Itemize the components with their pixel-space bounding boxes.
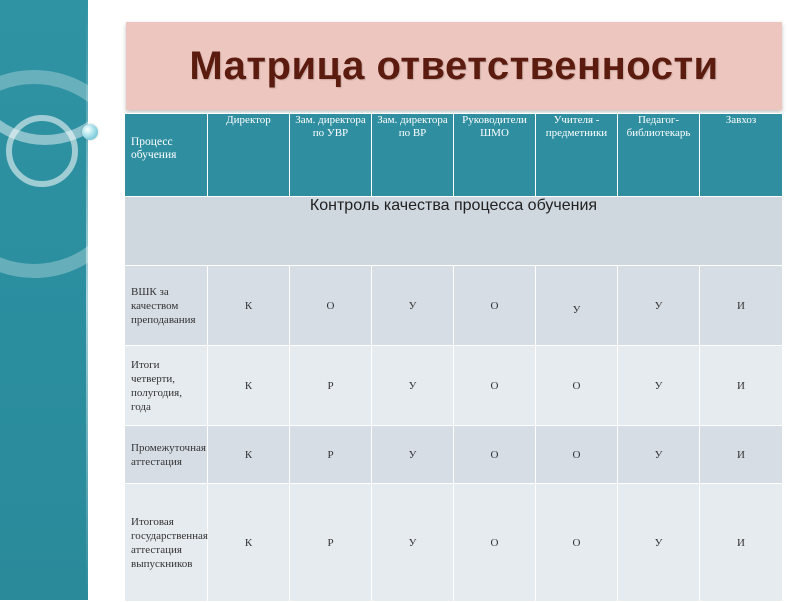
section-row — [125, 197, 783, 266]
ring-decoration-icon — [6, 115, 78, 187]
table-cell: О — [454, 266, 536, 346]
table-cell: Р — [290, 346, 372, 426]
row-label: ВШК за качеством преподавания — [125, 266, 208, 346]
table-cell: И — [700, 266, 783, 346]
table-cell: У — [536, 266, 618, 346]
table-cell: И — [700, 426, 783, 484]
table-row — [125, 426, 783, 484]
column-header: Завхоз — [700, 114, 783, 197]
column-header: Зам. директора по УВР — [290, 114, 372, 197]
decorative-sidebar — [0, 0, 88, 600]
table-cell: И — [700, 484, 783, 602]
column-header: Зам. директора по ВР — [372, 114, 454, 197]
table-row — [125, 346, 783, 426]
table-cell: Р — [290, 426, 372, 484]
table-cell: К — [208, 266, 290, 346]
column-header: Процесс обучения — [125, 114, 208, 197]
column-header: Руководители ШМО — [454, 114, 536, 197]
table-cell: О — [454, 346, 536, 426]
row-label: Итоги четверти, полугодия, года — [125, 346, 208, 426]
table-cell: У — [372, 346, 454, 426]
table-cell: У — [618, 484, 700, 602]
row-label: Итоговая государственная аттестация выпускников — [125, 484, 208, 602]
page-title: Матрица ответственности — [189, 43, 719, 88]
table-cell: О — [536, 346, 618, 426]
table-cell: У — [372, 426, 454, 484]
table-cell: О — [454, 426, 536, 484]
table-cell: О — [536, 426, 618, 484]
responsibility-matrix-table — [124, 113, 783, 602]
bubble-icon — [82, 124, 98, 140]
table-cell: У — [372, 484, 454, 602]
column-header: Учителя - предметники — [536, 114, 618, 197]
table-cell: У — [618, 346, 700, 426]
table-cell: К — [208, 346, 290, 426]
title-banner — [126, 22, 782, 110]
table-row — [125, 266, 783, 346]
table-cell: О — [290, 266, 372, 346]
sidebar-edge-highlight — [86, 0, 89, 600]
table-cell: И — [700, 346, 783, 426]
table-cell: У — [618, 266, 700, 346]
table-header-row — [125, 114, 783, 197]
table-cell: К — [208, 426, 290, 484]
table-cell: Р — [290, 484, 372, 602]
table-cell: К — [208, 484, 290, 602]
table-cell: О — [536, 484, 618, 602]
section-title: Контроль качества процесса обучения — [125, 197, 783, 266]
table-cell: У — [618, 426, 700, 484]
table-cell: О — [454, 484, 536, 602]
row-label: Промежуточная аттестация — [125, 426, 208, 484]
table-cell: У — [372, 266, 454, 346]
column-header: Директор — [208, 114, 290, 197]
column-header: Педагог-библиотекарь — [618, 114, 700, 197]
table-row — [125, 484, 783, 602]
